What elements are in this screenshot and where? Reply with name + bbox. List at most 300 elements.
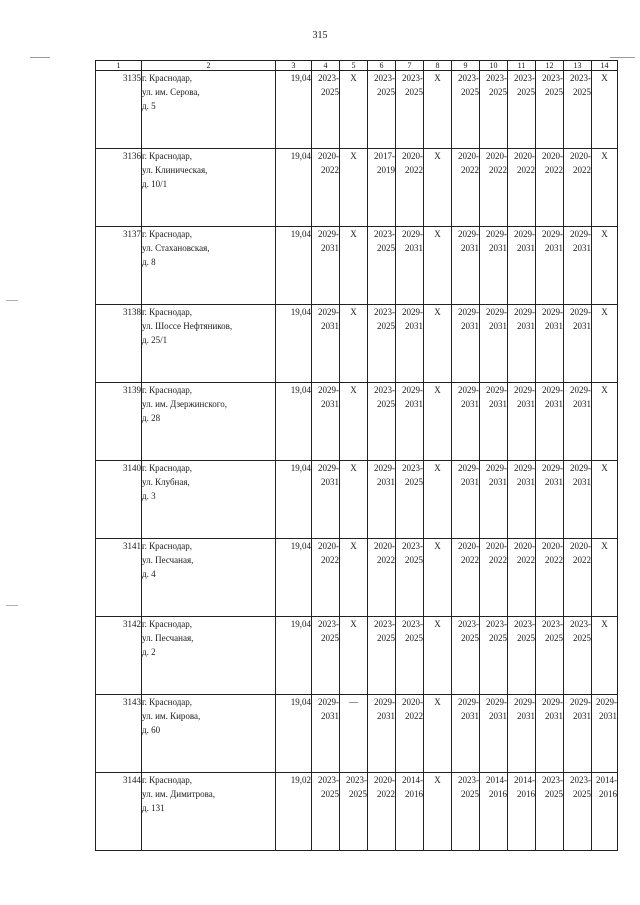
not-applicable-cell: [340, 149, 368, 227]
year-range-cell: [480, 71, 508, 149]
cell-line: 2020-: [402, 151, 423, 161]
cell-line: 2031: [461, 399, 479, 409]
cell-line: 2031: [545, 711, 563, 721]
address-line: д. 131: [142, 803, 165, 813]
cell-line: 2029-: [542, 463, 563, 473]
not-applicable-cell: [424, 149, 452, 227]
cell-line: 2029-: [402, 307, 423, 317]
cell-line: 2022: [405, 165, 423, 175]
year-range-cell: [452, 227, 480, 305]
not-applicable-cell: [340, 383, 368, 461]
cell-line: 2023-: [402, 541, 423, 551]
not-applicable-cell: [424, 227, 452, 305]
value-cell: 19,04: [276, 539, 312, 617]
year-range-cell: [396, 695, 424, 773]
address-line: ул. Песчаная,: [142, 555, 194, 565]
cell-line: 2023-: [514, 73, 535, 83]
year-range-cell: [508, 383, 536, 461]
cell-line: 2020-: [318, 151, 339, 161]
cell-line: 2023-: [346, 775, 367, 785]
binding-mark: [6, 300, 18, 301]
value-cell: 19,04: [276, 617, 312, 695]
cell-line: 2029-: [318, 463, 339, 473]
not-applicable-cell: [592, 149, 618, 227]
address-cell: [142, 305, 276, 383]
cell-line: 2031: [573, 477, 591, 487]
cell-line: 2025: [573, 87, 591, 97]
year-range-cell: [396, 227, 424, 305]
cell-line: X: [350, 463, 357, 473]
cell-line: 2029-: [458, 307, 479, 317]
cell-line: 2016: [599, 789, 617, 799]
address-line: ул. Клиническая,: [142, 165, 208, 175]
cell-line: 2029-: [542, 307, 563, 317]
table-row: [96, 695, 618, 773]
year-range-cell: [396, 305, 424, 383]
cell-line: 2023-: [570, 73, 591, 83]
year-range-cell: [536, 149, 564, 227]
cell-line: 2029-: [402, 385, 423, 395]
year-range-cell: [452, 461, 480, 539]
cell-line: 2031: [377, 711, 395, 721]
cell-line: 2029-: [402, 229, 423, 239]
cell-line: 2029-: [458, 697, 479, 707]
year-range-cell: [536, 539, 564, 617]
row-number-cell: 3141: [96, 539, 142, 617]
cell-line: 2025: [405, 87, 423, 97]
cell-line: 2023-: [374, 385, 395, 395]
year-range-cell: [480, 539, 508, 617]
column-number-header: 13: [564, 61, 592, 71]
value-cell: 19,04: [276, 71, 312, 149]
year-range-cell: [480, 773, 508, 851]
cell-line: X: [434, 385, 441, 395]
cell-line: 2020-: [402, 697, 423, 707]
year-range-cell: [480, 305, 508, 383]
address-line: ул. им. Кирова,: [142, 711, 201, 721]
year-range-cell: [368, 539, 396, 617]
year-range-cell: [368, 695, 396, 773]
year-range-cell: [368, 305, 396, 383]
table-row: [96, 461, 618, 539]
cell-line: 2022: [517, 555, 535, 565]
table-body: [96, 61, 618, 851]
address-cell: [142, 227, 276, 305]
address-line: г. Краснодар,: [142, 541, 193, 551]
year-range-cell: [452, 383, 480, 461]
cell-line: 2023-: [514, 619, 535, 629]
cell-line: 2025: [377, 321, 395, 331]
cell-line: 2025: [517, 633, 535, 643]
cell-line: 2029-: [596, 697, 617, 707]
cell-line: 2029-: [486, 697, 507, 707]
not-applicable-cell: [592, 227, 618, 305]
cell-line: 2029-: [486, 385, 507, 395]
year-range-cell: [508, 71, 536, 149]
not-applicable-cell: [592, 539, 618, 617]
year-range-cell: [536, 695, 564, 773]
cell-line: 2020-: [374, 541, 395, 551]
address-line: ул. им. Серова,: [142, 87, 200, 97]
cell-line: 2014-: [402, 775, 423, 785]
table-row: [96, 617, 618, 695]
address-line: д. 5: [142, 101, 156, 111]
address-cell: [142, 71, 276, 149]
year-range-cell: [368, 383, 396, 461]
cell-line: 2022: [489, 555, 507, 565]
cell-line: 2031: [321, 243, 339, 253]
cell-line: 2023-: [570, 775, 591, 785]
year-range-cell: [452, 617, 480, 695]
cell-line: X: [434, 151, 441, 161]
cell-line: 2029-: [570, 463, 591, 473]
not-applicable-cell: [592, 71, 618, 149]
cell-line: 2020-: [570, 151, 591, 161]
cell-line: 2023-: [374, 229, 395, 239]
column-number-header: 12: [536, 61, 564, 71]
year-range-cell: [508, 149, 536, 227]
cell-line: 2023-: [318, 775, 339, 785]
cell-line: 2029-: [514, 229, 535, 239]
value-cell: 19,04: [276, 695, 312, 773]
row-number-cell: 3135: [96, 71, 142, 149]
cell-line: 2020-: [542, 151, 563, 161]
year-range-cell: [312, 149, 340, 227]
year-range-cell: [536, 305, 564, 383]
table-row: [96, 227, 618, 305]
address-cell: [142, 773, 276, 851]
page-number: 315: [312, 30, 328, 41]
cell-line: 2025: [405, 555, 423, 565]
value-cell: 19,04: [276, 383, 312, 461]
cell-line: 2023-: [402, 463, 423, 473]
cell-line: 2022: [461, 555, 479, 565]
cell-line: 2023-: [374, 619, 395, 629]
cell-line: X: [601, 229, 608, 239]
cell-line: X: [350, 229, 357, 239]
cell-line: 2023-: [458, 619, 479, 629]
year-range-cell: [508, 773, 536, 851]
cell-line: 2025: [377, 87, 395, 97]
cell-line: 2029-: [458, 463, 479, 473]
cell-line: 2019: [377, 165, 395, 175]
year-range-cell: [564, 773, 592, 851]
cell-line: 2023-: [486, 73, 507, 83]
cell-line: 2029-: [570, 307, 591, 317]
column-number-row: [96, 61, 618, 71]
column-number-header: 3: [276, 61, 312, 71]
cell-line: 2014-: [486, 775, 507, 785]
year-range-cell: [396, 461, 424, 539]
cell-line: X: [601, 541, 608, 551]
year-range-cell: [480, 383, 508, 461]
year-range-cell: [452, 773, 480, 851]
cell-line: 2022: [573, 165, 591, 175]
not-applicable-cell: [340, 617, 368, 695]
column-number-header: 6: [368, 61, 396, 71]
cell-line: X: [601, 619, 608, 629]
cell-line: 2023-: [402, 619, 423, 629]
year-range-cell: [368, 461, 396, 539]
cell-line: 2031: [517, 321, 535, 331]
cell-line: 2022: [405, 711, 423, 721]
cell-line: 2020-: [318, 541, 339, 551]
cell-line: 2029-: [318, 385, 339, 395]
cell-line: 2029-: [486, 229, 507, 239]
cell-line: 2023-: [318, 619, 339, 629]
year-range-cell: [508, 695, 536, 773]
address-line: д. 3: [142, 491, 156, 501]
not-applicable-cell: [424, 695, 452, 773]
year-range-cell: [452, 305, 480, 383]
scan-rule-right: [610, 57, 635, 58]
row-number-cell: 3144: [96, 773, 142, 851]
year-range-cell: [452, 539, 480, 617]
cell-line: 2029-: [318, 307, 339, 317]
cell-line: 2031: [377, 477, 395, 487]
cell-line: X: [601, 307, 608, 317]
cell-line: —: [349, 697, 358, 707]
cell-line: 2031: [321, 399, 339, 409]
year-range-cell: [452, 149, 480, 227]
scan-rule-left: [30, 57, 50, 58]
address-line: д. 60: [142, 725, 161, 735]
year-range-cell: [592, 773, 618, 851]
cell-line: 2022: [461, 165, 479, 175]
cell-line: 2023-: [318, 73, 339, 83]
address-line: г. Краснодар,: [142, 385, 193, 395]
cell-line: 2031: [405, 243, 423, 253]
address-line: ул. им. Дзержинского,: [142, 399, 227, 409]
table-row: [96, 305, 618, 383]
year-range-cell: [508, 617, 536, 695]
cell-line: 2029-: [542, 229, 563, 239]
binding-mark: [6, 605, 18, 606]
cell-line: 2023-: [570, 619, 591, 629]
cell-line: 2029-: [486, 463, 507, 473]
not-applicable-cell: [340, 461, 368, 539]
not-applicable-cell: [424, 383, 452, 461]
cell-line: 2031: [489, 711, 507, 721]
cell-line: 2022: [489, 165, 507, 175]
not-applicable-cell: [592, 305, 618, 383]
cell-line: 2020-: [458, 541, 479, 551]
year-range-cell: [564, 383, 592, 461]
address-line: г. Краснодар,: [142, 619, 193, 629]
year-range-cell: [564, 617, 592, 695]
cell-line: 2025: [489, 633, 507, 643]
cell-line: 2023-: [542, 775, 563, 785]
address-line: г. Краснодар,: [142, 73, 193, 83]
cell-line: 2025: [377, 243, 395, 253]
cell-line: 2020-: [374, 775, 395, 785]
year-range-cell: [480, 227, 508, 305]
cell-line: 2029-: [374, 463, 395, 473]
year-range-cell: [340, 773, 368, 851]
cell-line: X: [350, 385, 357, 395]
cell-line: 2025: [405, 477, 423, 487]
not-applicable-cell: [424, 773, 452, 851]
address-line: ул. Стахановская,: [142, 243, 210, 253]
year-range-cell: [396, 617, 424, 695]
address-line: г. Краснодар,: [142, 229, 193, 239]
year-range-cell: [396, 539, 424, 617]
cell-line: 2029-: [570, 697, 591, 707]
cell-line: X: [350, 619, 357, 629]
cell-line: 2031: [461, 477, 479, 487]
cell-line: 2025: [545, 633, 563, 643]
year-range-cell: [508, 539, 536, 617]
year-range-cell: [508, 227, 536, 305]
column-number-header: 10: [480, 61, 508, 71]
cell-line: 2029-: [514, 697, 535, 707]
cell-line: 2031: [573, 243, 591, 253]
cell-line: 2029-: [542, 697, 563, 707]
address-line: ул. Клубная,: [142, 477, 190, 487]
cell-line: 2031: [545, 243, 563, 253]
cell-line: 2020-: [542, 541, 563, 551]
cell-line: X: [601, 385, 608, 395]
cell-line: 2025: [321, 633, 339, 643]
cell-line: 2025: [573, 789, 591, 799]
cell-line: 2031: [321, 711, 339, 721]
cell-line: 2022: [321, 555, 339, 565]
year-range-cell: [396, 773, 424, 851]
column-number-header: 14: [592, 61, 618, 71]
cell-line: 2031: [545, 477, 563, 487]
cell-line: 2029-: [318, 697, 339, 707]
year-range-cell: [536, 773, 564, 851]
cell-line: X: [434, 229, 441, 239]
value-cell: 19,04: [276, 305, 312, 383]
cell-line: 2014-: [514, 775, 535, 785]
cell-line: 2025: [489, 87, 507, 97]
column-number-header: 5: [340, 61, 368, 71]
address-line: д. 2: [142, 647, 156, 657]
not-applicable-cell: [424, 71, 452, 149]
address-cell: [142, 695, 276, 773]
cell-line: 2031: [517, 477, 535, 487]
cell-line: 2020-: [514, 151, 535, 161]
year-range-cell: [452, 695, 480, 773]
column-number-header: 2: [142, 61, 276, 71]
value-cell: 19,02: [276, 773, 312, 851]
address-line: ул. Шоссе Нефтяников,: [142, 321, 233, 331]
cell-line: 2029-: [458, 385, 479, 395]
address-cell: [142, 149, 276, 227]
cell-line: X: [434, 697, 441, 707]
address-line: ул. им. Димитрова,: [142, 789, 215, 799]
address-line: г. Краснодар,: [142, 775, 193, 785]
year-range-cell: [396, 383, 424, 461]
address-line: д. 10/1: [142, 179, 168, 189]
year-range-cell: [508, 461, 536, 539]
cell-line: 2031: [573, 711, 591, 721]
row-number-cell: 3139: [96, 383, 142, 461]
year-range-cell: [508, 305, 536, 383]
address-line: д. 28: [142, 413, 161, 423]
year-range-cell: [312, 773, 340, 851]
cell-line: 2031: [517, 243, 535, 253]
not-applicable-cell: [424, 617, 452, 695]
cell-line: 2022: [321, 165, 339, 175]
cell-line: 2020-: [570, 541, 591, 551]
cell-line: 2014-: [596, 775, 617, 785]
cell-line: 2031: [573, 321, 591, 331]
year-range-cell: [368, 71, 396, 149]
year-range-cell: [312, 695, 340, 773]
address-cell: [142, 383, 276, 461]
cell-line: 2031: [489, 243, 507, 253]
address-line: г. Краснодар,: [142, 307, 193, 317]
cell-line: 2031: [321, 321, 339, 331]
year-range-cell: [368, 617, 396, 695]
cell-line: 2016: [489, 789, 507, 799]
year-range-cell: [312, 617, 340, 695]
year-range-cell: [312, 383, 340, 461]
address-line: д. 4: [142, 569, 156, 579]
cell-line: 2020-: [486, 151, 507, 161]
cell-line: 2025: [573, 633, 591, 643]
year-range-cell: [564, 461, 592, 539]
cell-line: 2023-: [374, 73, 395, 83]
value-cell: 19,04: [276, 461, 312, 539]
address-cell: [142, 461, 276, 539]
cell-line: 2031: [461, 321, 479, 331]
year-range-cell: [592, 695, 618, 773]
year-range-cell: [564, 695, 592, 773]
cell-line: 2025: [461, 789, 479, 799]
year-range-cell: [312, 71, 340, 149]
not-applicable-cell: [592, 383, 618, 461]
address-cell: [142, 539, 276, 617]
not-applicable-cell: [340, 305, 368, 383]
cell-line: 2031: [489, 477, 507, 487]
cell-line: 2031: [599, 711, 617, 721]
cell-line: 2029-: [570, 385, 591, 395]
cell-line: 2023-: [542, 619, 563, 629]
cell-line: 2029-: [458, 229, 479, 239]
column-number-header: 9: [452, 61, 480, 71]
row-number-cell: 3140: [96, 461, 142, 539]
address-line: г. Краснодар,: [142, 697, 193, 707]
cell-line: 2025: [461, 633, 479, 643]
year-range-cell: [564, 227, 592, 305]
cell-line: 2029-: [514, 385, 535, 395]
year-range-cell: [480, 695, 508, 773]
year-range-cell: [536, 71, 564, 149]
cell-line: 2017-: [374, 151, 395, 161]
cell-line: X: [601, 73, 608, 83]
year-range-cell: [396, 149, 424, 227]
cell-line: 2029-: [318, 229, 339, 239]
cell-line: 2031: [545, 399, 563, 409]
cell-line: 2031: [545, 321, 563, 331]
year-range-cell: [536, 383, 564, 461]
cell-line: X: [350, 307, 357, 317]
cell-line: 2025: [545, 87, 563, 97]
housing-repair-schedule-table: [95, 60, 618, 851]
row-number-cell: 3137: [96, 227, 142, 305]
address-cell: [142, 617, 276, 695]
cell-line: 2025: [377, 399, 395, 409]
cell-line: X: [601, 151, 608, 161]
cell-line: 2023-: [402, 73, 423, 83]
cell-line: 2025: [321, 87, 339, 97]
year-range-cell: [564, 539, 592, 617]
cell-line: X: [434, 463, 441, 473]
row-number-cell: 3142: [96, 617, 142, 695]
